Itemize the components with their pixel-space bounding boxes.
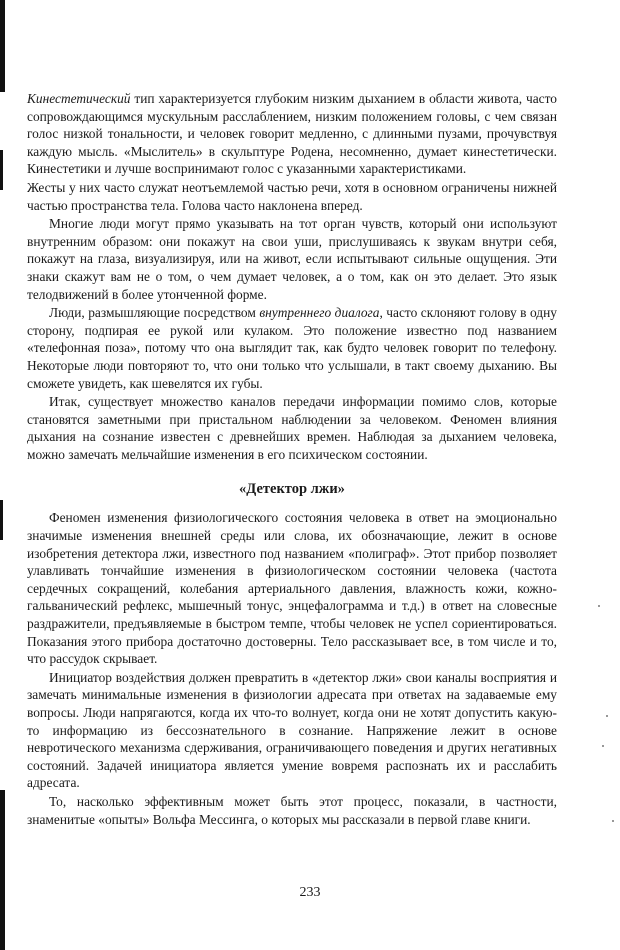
scan-speck (612, 820, 614, 822)
paragraph-kinesthetic-type: Кинестетический тип характеризуется глубоким низким дыханием в области живота, часто сопровождающимся мускульным расслаблением, низким положением головы, с чем связан голос низкой тональности, и человек говорит медленно, с длинными пузами, прочувствуя каждую мысль. «Мыслитель» в скульптуре Родена, несомненно, думает кинестетически. Кинестетики и лучше воспринимают голос с указанными характеристиками. (27, 91, 557, 177)
scan-margin-shadow-lower (0, 500, 3, 540)
paragraph-internal-dialogue: Люди, размышляющие посредством внутреннего диалога, часто склоняют голову в одну сторону, подпирая ее рукой или кулаком. Это положение известно под названием «телефонная поза», потому что она выглядит так, как будто человек говорит по телефону. Некоторые люди повторяют то, что они только что услышали, в такт своему дыханию. Вы сможете увидеть, как шевелятся их губы. (27, 305, 557, 391)
term-internal-dialogue: внутреннего диалога (259, 305, 380, 321)
page-body (27, 90, 557, 828)
paragraph-initiator: Инициатор воздействия должен превратить в «детектор лжи» свои каналы восприятия и замечать минимальные изменения в физиологии адресата при ответах на задаваемые ему вопросы. Люди напрягаются, когда их что-то волнует, когда они не хотят допустить какую-то информацию из бессознательного в сознание. Напряжение лежит в основе невротического механизма сдерживания, ограничивающего поведения и других негативных состояний. Задачей инициатора является умение вовремя распознать их и расслабить адресата. (27, 669, 557, 791)
scan-speck (606, 715, 608, 717)
paragraph-polygraph: Феномен изменения физиологического состояния человека в ответ на эмоционально значимые изменения внешней среды или слова, их обозначающие, лежит в основе изобретения детектора лжи, известного под названием «полиграф». Этот прибор позволяет улавливать тончайшие изменения в физиологическом состоянии человека (частота сердечных сокращений, колебания артериального давления, влажность кожи, кожно-гальванический рефлекс, мышечный тонус, энцефалограмма и т.д.) в ответ на словесные раздражители, предъявляемые в быстром темпе, чтобы человек не успел сориентироваться. Показания этого прибора достаточно достоверны. Тело рассказывает все, в том числе и то, что рассудок скрывает. (27, 510, 557, 667)
term-kinesthetic: Кинестетический (27, 91, 131, 106)
scan-margin-shadow-top (0, 0, 5, 92)
scan-speck (602, 745, 604, 747)
paragraph-gestures: Жесты у них часто служат неотъемлемой частью речи, хотя в основном ограничены нижней частью пространства тела. Голова часто наклонена вперед. (27, 179, 557, 213)
paragraph-messing: То, насколько эффективным может быть этот процесс, показали, в частности, знаменитые «опыты» Вольфа Мессинга, о которых мы рассказали в первой главе книги. (27, 793, 557, 827)
scan-speck (598, 605, 600, 607)
paragraph-communication-channels: Итак, существует множество каналов передачи информации помимо слов, которые становятся заметными при пристальном наблюдении за человеком. Феномен влияния дыхания на сознание известен с древнейших времен. Наблюдая за дыханием человека, можно замечать мельчайшие изменения в его психическом состоянии. (27, 394, 557, 462)
page-number: 233 (299, 885, 321, 900)
section-heading-lie-detector: «Детектор лжи» (239, 481, 345, 498)
scan-margin-shadow-middle (0, 150, 3, 190)
scan-margin-shadow-bottom (0, 790, 5, 950)
paragraph-sense-organs: Многие люди могут прямо указывать на тот орган чувств, который они используют внутренним образом: они покажут на свои уши, прислушиваясь к звукам внутри себя, покажут на глаза, визуализируя, или на живот, если испытывают сильные ощущения. Эти знаки скажут вам не о том, о чем думает человек, а о том, как он это делает. Это язык телодвижений в более утонченной форме. (27, 216, 557, 302)
